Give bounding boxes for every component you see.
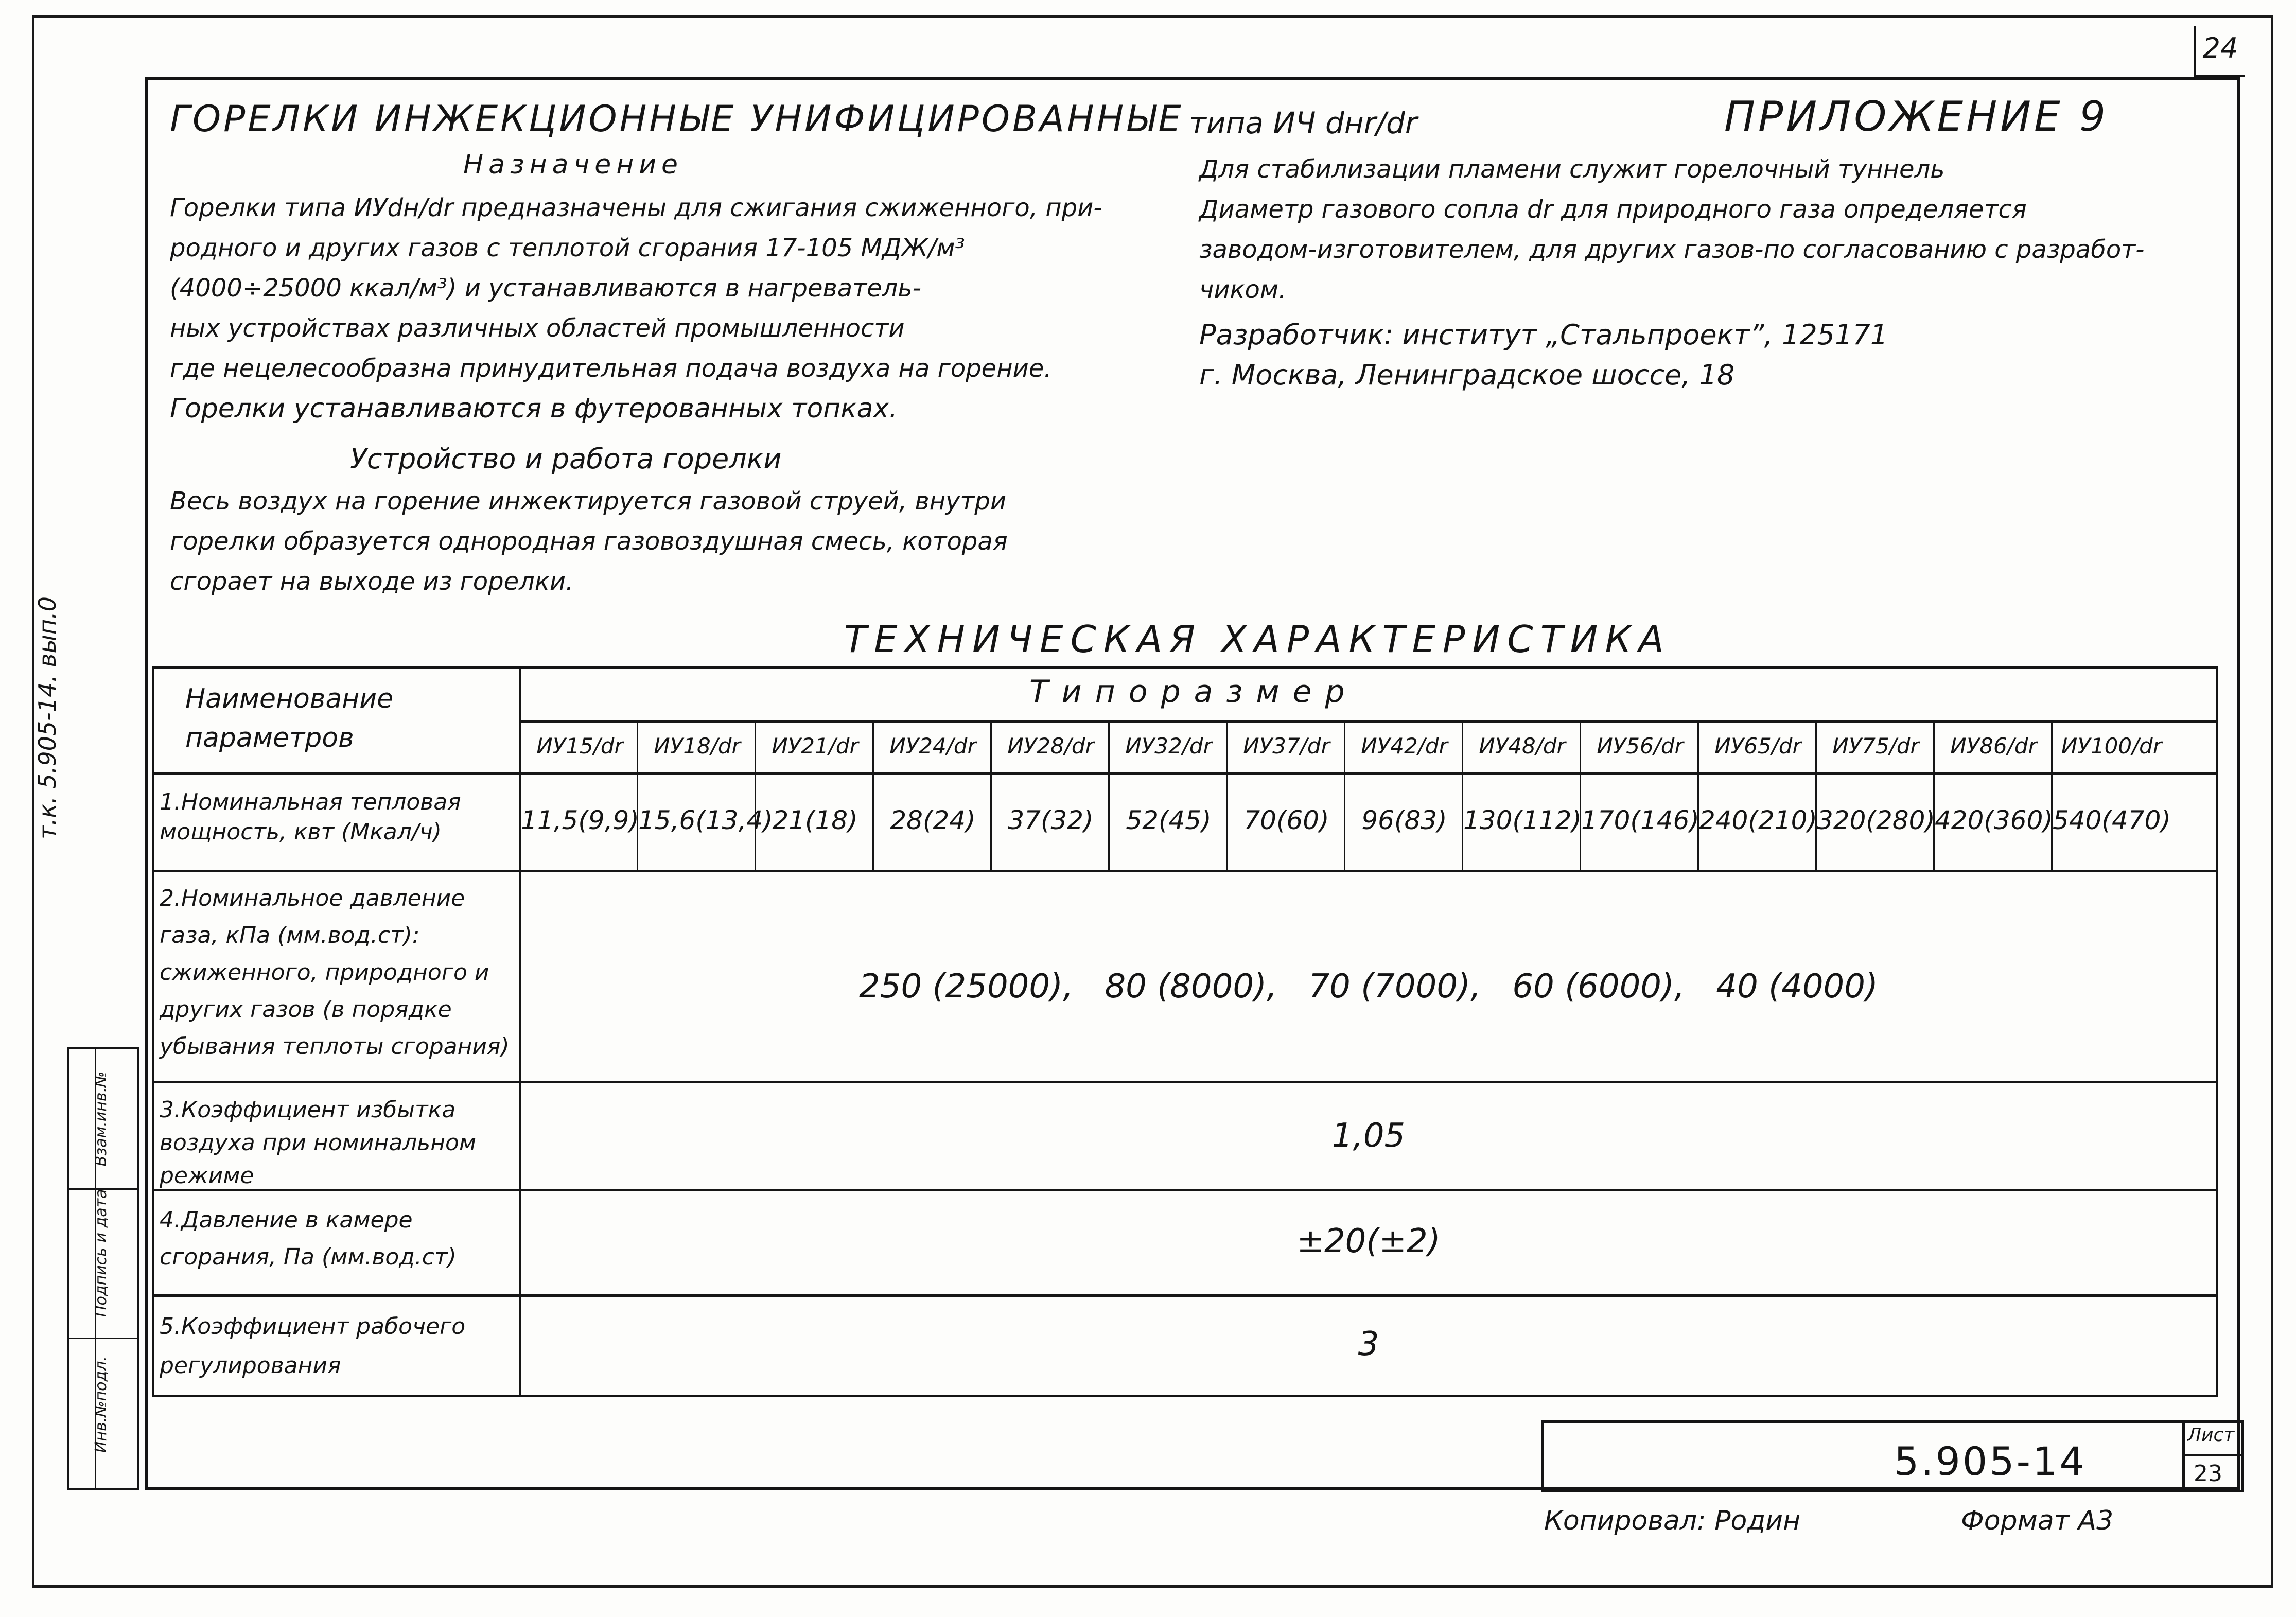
table-divider [154, 870, 2216, 872]
size-label: ИУ15/dr [536, 733, 623, 759]
table-divider [154, 1081, 2216, 1083]
burner-type: типа ИЧ dнr/dr [1189, 106, 1417, 140]
text-line: Диаметр газового сопла dr для природного газа определяется [1199, 195, 2027, 224]
row-label-chamber-pressure: 4.Давление в камере сгорания, Па (мм.вод.ст) [160, 1207, 457, 1270]
row-label-thermal-power: 1.Номинальная тепловая мощность, квт (Мкал/ч) [160, 789, 461, 845]
text-line: Горелки устанавливаются в футерованных топках. [170, 393, 898, 424]
text-line: сгорает на выходе из горелки. [170, 567, 574, 596]
text-line: Разработчик: институт „Стальпроект”, 125171 [1199, 319, 1888, 351]
size-label: ИУ28/dr [1007, 733, 1094, 759]
gas-pressure-values: 250 (25000), 80 (8000), 70 (7000), 60 (6000), 40 (4000) [859, 968, 1878, 1006]
power-value: 420(360) [1935, 805, 2053, 835]
size-label: ИУ65/dr [1714, 733, 1801, 759]
power-value: 11,5(9,9) [521, 805, 639, 835]
stamp-label-signature: Подпись и дата [92, 1189, 110, 1317]
regulation-value: 3 [1358, 1325, 1379, 1363]
power-value: 130(112) [1463, 805, 1582, 835]
row-label-gas-pressure: 2.Номинальное давление газа, кПа (мм.вод.ст): сжиженного, природного и других газов (в порядке убывания теплоты сгорания) [160, 885, 510, 1060]
appendix-label: ПРИЛОЖЕНИЕ 9 [1724, 93, 2109, 140]
power-value: 240(210) [1699, 805, 1817, 835]
size-label: ИУ18/dr [654, 733, 741, 759]
sheet-value: 23 [2194, 1461, 2222, 1487]
row-label-regulation: 5.Коэффициент рабочего регулирования [160, 1313, 466, 1379]
purpose-heading: Назначение [463, 149, 683, 180]
size-label: ИУ42/dr [1361, 733, 1448, 759]
size-label: ИУ32/dr [1125, 733, 1212, 759]
sheet-number: 24 [2202, 32, 2238, 64]
format-label: Формат А3 [1961, 1505, 2114, 1536]
row-label-air-excess: 3.Коэффициент избытка воздуха при номинальном режиме [160, 1097, 477, 1189]
device-heading: Устройство и работа горелки [350, 443, 782, 475]
size-label: ИУ21/dr [772, 733, 858, 759]
text-line: заводом-изготовителем, для других газов-по согласованию с разработ- [1199, 235, 2145, 264]
notes-text [1199, 149, 2144, 395]
power-value: 96(83) [1361, 805, 1447, 835]
power-value: 15,6(13,4) [638, 805, 773, 835]
size-column-header: Типоразмер [1029, 674, 1358, 710]
table-divider [154, 1294, 2216, 1297]
stamp-label-inv: Инв.№подл. [92, 1356, 110, 1453]
text-line: Весь воздух на горение инжектируется газовой струей, внутри [170, 487, 1007, 516]
table-title: ТЕХНИЧЕСКАЯ ХАРАКТЕРИСТИКА [844, 618, 1671, 661]
text-line: ных устройствах различных областей промышленности [170, 314, 905, 343]
power-value: 170(146) [1581, 805, 1699, 835]
size-label: ИУ24/dr [889, 733, 976, 759]
document-code: 5.905-14 [1894, 1438, 2087, 1484]
title-block [1541, 1420, 2244, 1492]
size-label: ИУ75/dr [1832, 733, 1919, 759]
text-line: родного и других газов с теплотой сгорания 17-105 МДЖ/м³ [170, 234, 965, 262]
technical-table [152, 666, 2218, 1397]
power-value: 28(24) [890, 805, 976, 835]
size-label: ИУ86/dr [1950, 733, 2037, 759]
text-line: где нецелесообразна принудительная подача воздуха на горение. [170, 354, 1052, 383]
stamp-label-replace: Взам.инв.№ [92, 1071, 110, 1167]
title-block-divider [2182, 1454, 2244, 1456]
device-text [170, 481, 1008, 602]
power-value: 52(45) [1126, 805, 1212, 835]
text-line: чиком. [1199, 275, 1287, 304]
copied-by: Копировал: Родин [1544, 1505, 1801, 1536]
power-value: 21(18) [772, 805, 858, 835]
side-stamp [67, 1047, 139, 1490]
size-label: ИУ56/dr [1597, 733, 1684, 759]
power-value: 70(60) [1243, 805, 1329, 835]
text-line: (4000÷25000 ккал/м³) и устанавливаются в нагреватель- [170, 274, 921, 303]
text-line: г. Москва, Ленинградское шоссе, 18 [1199, 359, 1735, 391]
side-document-code: т.к. 5.905-14. вып.0 [33, 596, 61, 839]
power-value: 320(280) [1817, 805, 1935, 835]
size-label: ИУ100/dr [2061, 733, 2162, 759]
text-line: горелки образуется однородная газовоздушная смесь, которая [170, 527, 1008, 556]
sheet-label: Лист [2187, 1425, 2235, 1446]
document-title: ГОРЕЛКИ ИНЖЕКЦИОННЫЕ УНИФИЦИРОВАННЫЕ [170, 98, 1184, 140]
air-excess-value: 1,05 [1331, 1117, 1406, 1155]
chamber-pressure-value: ±20(±2) [1296, 1222, 1441, 1260]
stamp-divider [69, 1338, 137, 1339]
param-column-header: Наименование параметров [185, 683, 394, 753]
text-line: Горелки типа ИУdн/dr предназначены для сжигания сжиженного, при- [170, 194, 1102, 222]
table-divider [519, 720, 2216, 723]
table-divider [519, 669, 521, 1395]
text-line: Для стабилизации пламени служит горелочный туннель [1199, 155, 1945, 184]
power-value: 540(470) [2053, 805, 2171, 835]
table-divider [154, 772, 2216, 775]
size-label: ИУ37/dr [1243, 733, 1330, 759]
purpose-text [170, 188, 1102, 429]
power-value: 37(32) [1008, 805, 1094, 835]
size-label: ИУ48/dr [1479, 733, 1566, 759]
